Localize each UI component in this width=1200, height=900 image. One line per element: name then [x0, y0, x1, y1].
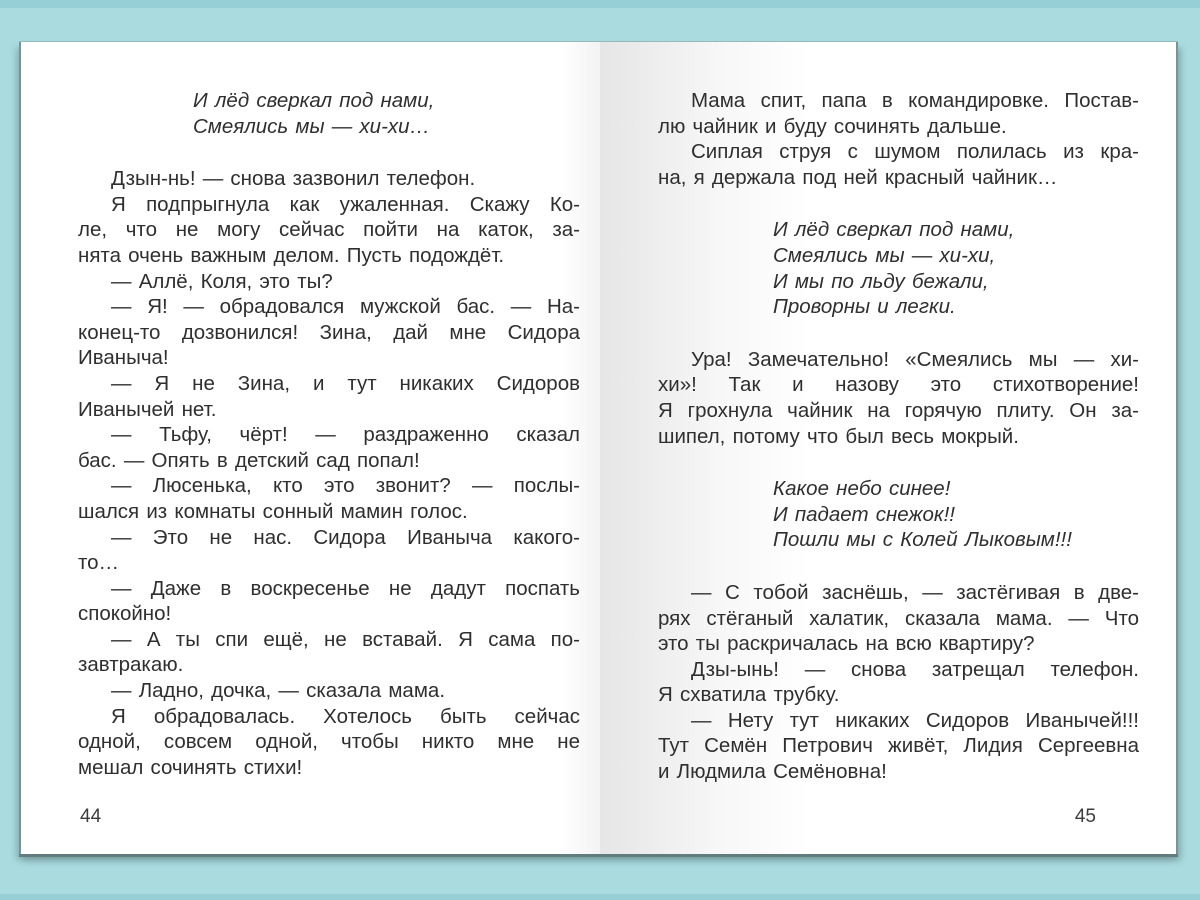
poem-line: Смеялись мы — хи-хи…	[193, 114, 431, 138]
text-line: — Я не Зина, и тут никаких Сидоров	[111, 371, 580, 395]
poem-line: И мы по льду бежали,	[773, 269, 989, 293]
text-line: Я подпрыгнула как ужаленная. Скажу Ко-	[111, 192, 580, 216]
paragraph	[78, 678, 580, 704]
paragraph	[78, 473, 580, 524]
text-line: завтракаю.	[78, 653, 184, 677]
paragraph	[78, 192, 580, 269]
text-line: Ура! Замечательно! «Смеялись мы — хи-	[691, 347, 1139, 371]
text-line: на, я держала под ней красный чайник…	[658, 165, 1058, 189]
text-line: Дзын-нь! — снова зазвонил телефон.	[111, 167, 476, 191]
paragraph	[78, 576, 580, 627]
poem-line: И лёд сверкал под нами,	[773, 218, 1015, 242]
text-line: — Тьфу, чёрт! — раздраженно сказал	[111, 423, 580, 447]
text-line: спокойно!	[78, 602, 172, 626]
text-line: это ты раскричалась на всю квартиру?	[658, 632, 1035, 656]
text-line: то…	[78, 551, 120, 575]
text-line: Я обрадовалась. Хотелось быть сейчас	[111, 704, 580, 728]
paragraph	[658, 580, 1139, 657]
book-spread	[19, 42, 1178, 854]
text-line: лю чайник и буду сочинять дальше.	[658, 114, 1007, 138]
text-line: шипел, потому что был весь мокрый.	[658, 424, 1019, 448]
text-line: Тут Семён Петрович живёт, Лидия Сергеевна	[658, 734, 1139, 758]
page-right	[600, 42, 1178, 854]
poem-block	[658, 476, 1139, 553]
paragraph	[78, 294, 580, 371]
paragraph	[78, 269, 580, 295]
text-line: — Я! — обрадовался мужской бас. — На-	[111, 295, 580, 319]
text-line: бас. — Опять в детский сад попал!	[78, 448, 420, 472]
text-line: Сиплая струя с шумом полилась из кра-	[691, 140, 1139, 164]
poem-line: Проворны и легки.	[773, 295, 956, 319]
text-line: нята очень важным делом. Пусть подождёт.	[78, 243, 505, 267]
page-right-text	[658, 88, 1139, 785]
paragraph	[78, 704, 580, 781]
text-line: — Аллё, Коля, это ты?	[111, 269, 333, 293]
text-line: — Нету тут никаких Сидоров Иванычей!!!	[691, 708, 1139, 732]
backdrop-top-edge	[0, 0, 1200, 8]
text-line: — Люсенька, кто это звонит? — послы-	[111, 474, 580, 498]
poem-line: Пошли мы с Колей Лыковым!!!	[773, 528, 1072, 552]
paragraph	[78, 627, 580, 678]
text-line: одной, совсем одной, чтобы никто мне не	[78, 730, 580, 754]
paragraph	[78, 525, 580, 576]
poem-line: И лёд сверкал под нами,	[193, 89, 435, 112]
paragraph	[78, 371, 580, 422]
paragraph	[658, 347, 1139, 449]
text-line: — Ладно, дочка, — сказала мама.	[111, 679, 446, 703]
text-line: ле, что не могу сейчас пойти на каток, за-	[78, 218, 580, 242]
text-line: конец-то дозвонился! Зина, дай мне Сидора	[78, 320, 580, 344]
text-line: — Это не нас. Сидора Иваныча какого-	[111, 525, 580, 549]
text-line: — А ты спи ещё, не вставай. Я сама по-	[111, 627, 580, 651]
page-left	[19, 42, 600, 854]
text-line: Я грохнула чайник на горячую плиту. Он за-	[658, 398, 1139, 422]
backdrop-bottom-edge	[0, 894, 1200, 900]
poem-line: Какое небо синее!	[773, 477, 951, 501]
paragraph	[78, 422, 580, 473]
text-line: шался из комнаты сонный мамин голос.	[78, 499, 468, 523]
poem-line: Смеялись мы — хи-хи,	[773, 243, 996, 267]
text-line: Иванычей нет.	[78, 397, 217, 421]
text-line: — С тобой заснёшь, — застёгивая в две-	[691, 580, 1139, 604]
paragraph	[658, 139, 1139, 190]
paragraph	[658, 88, 1139, 139]
text-line: Мама спит, папа в командировке. Постав-	[691, 89, 1139, 112]
page-left-text	[78, 88, 580, 780]
paragraph	[658, 657, 1139, 708]
poem-line: И падает снежок!!	[773, 502, 955, 526]
text-line: рях стёганый халатик, сказала мама. — Что	[658, 606, 1139, 630]
text-line: — Даже в воскресенье не дадут поспать	[111, 576, 580, 600]
poem-block	[78, 88, 580, 139]
page-number-right: 45	[1074, 806, 1096, 827]
text-line: Иваныча!	[78, 346, 169, 370]
poem-block	[658, 217, 1139, 319]
text-line: и Людмила Семёновна!	[658, 760, 887, 784]
paragraph	[658, 708, 1139, 785]
page-number-left: 44	[80, 806, 102, 827]
paragraph	[78, 166, 580, 192]
text-line: Я схватила трубку.	[658, 683, 840, 707]
text-line: хи»! Так и назову это стихотворение!	[658, 373, 1139, 397]
text-line: Дзы-ынь! — снова затрещал телефон.	[691, 657, 1139, 681]
text-line: мешал сочинять стихи!	[78, 755, 303, 779]
